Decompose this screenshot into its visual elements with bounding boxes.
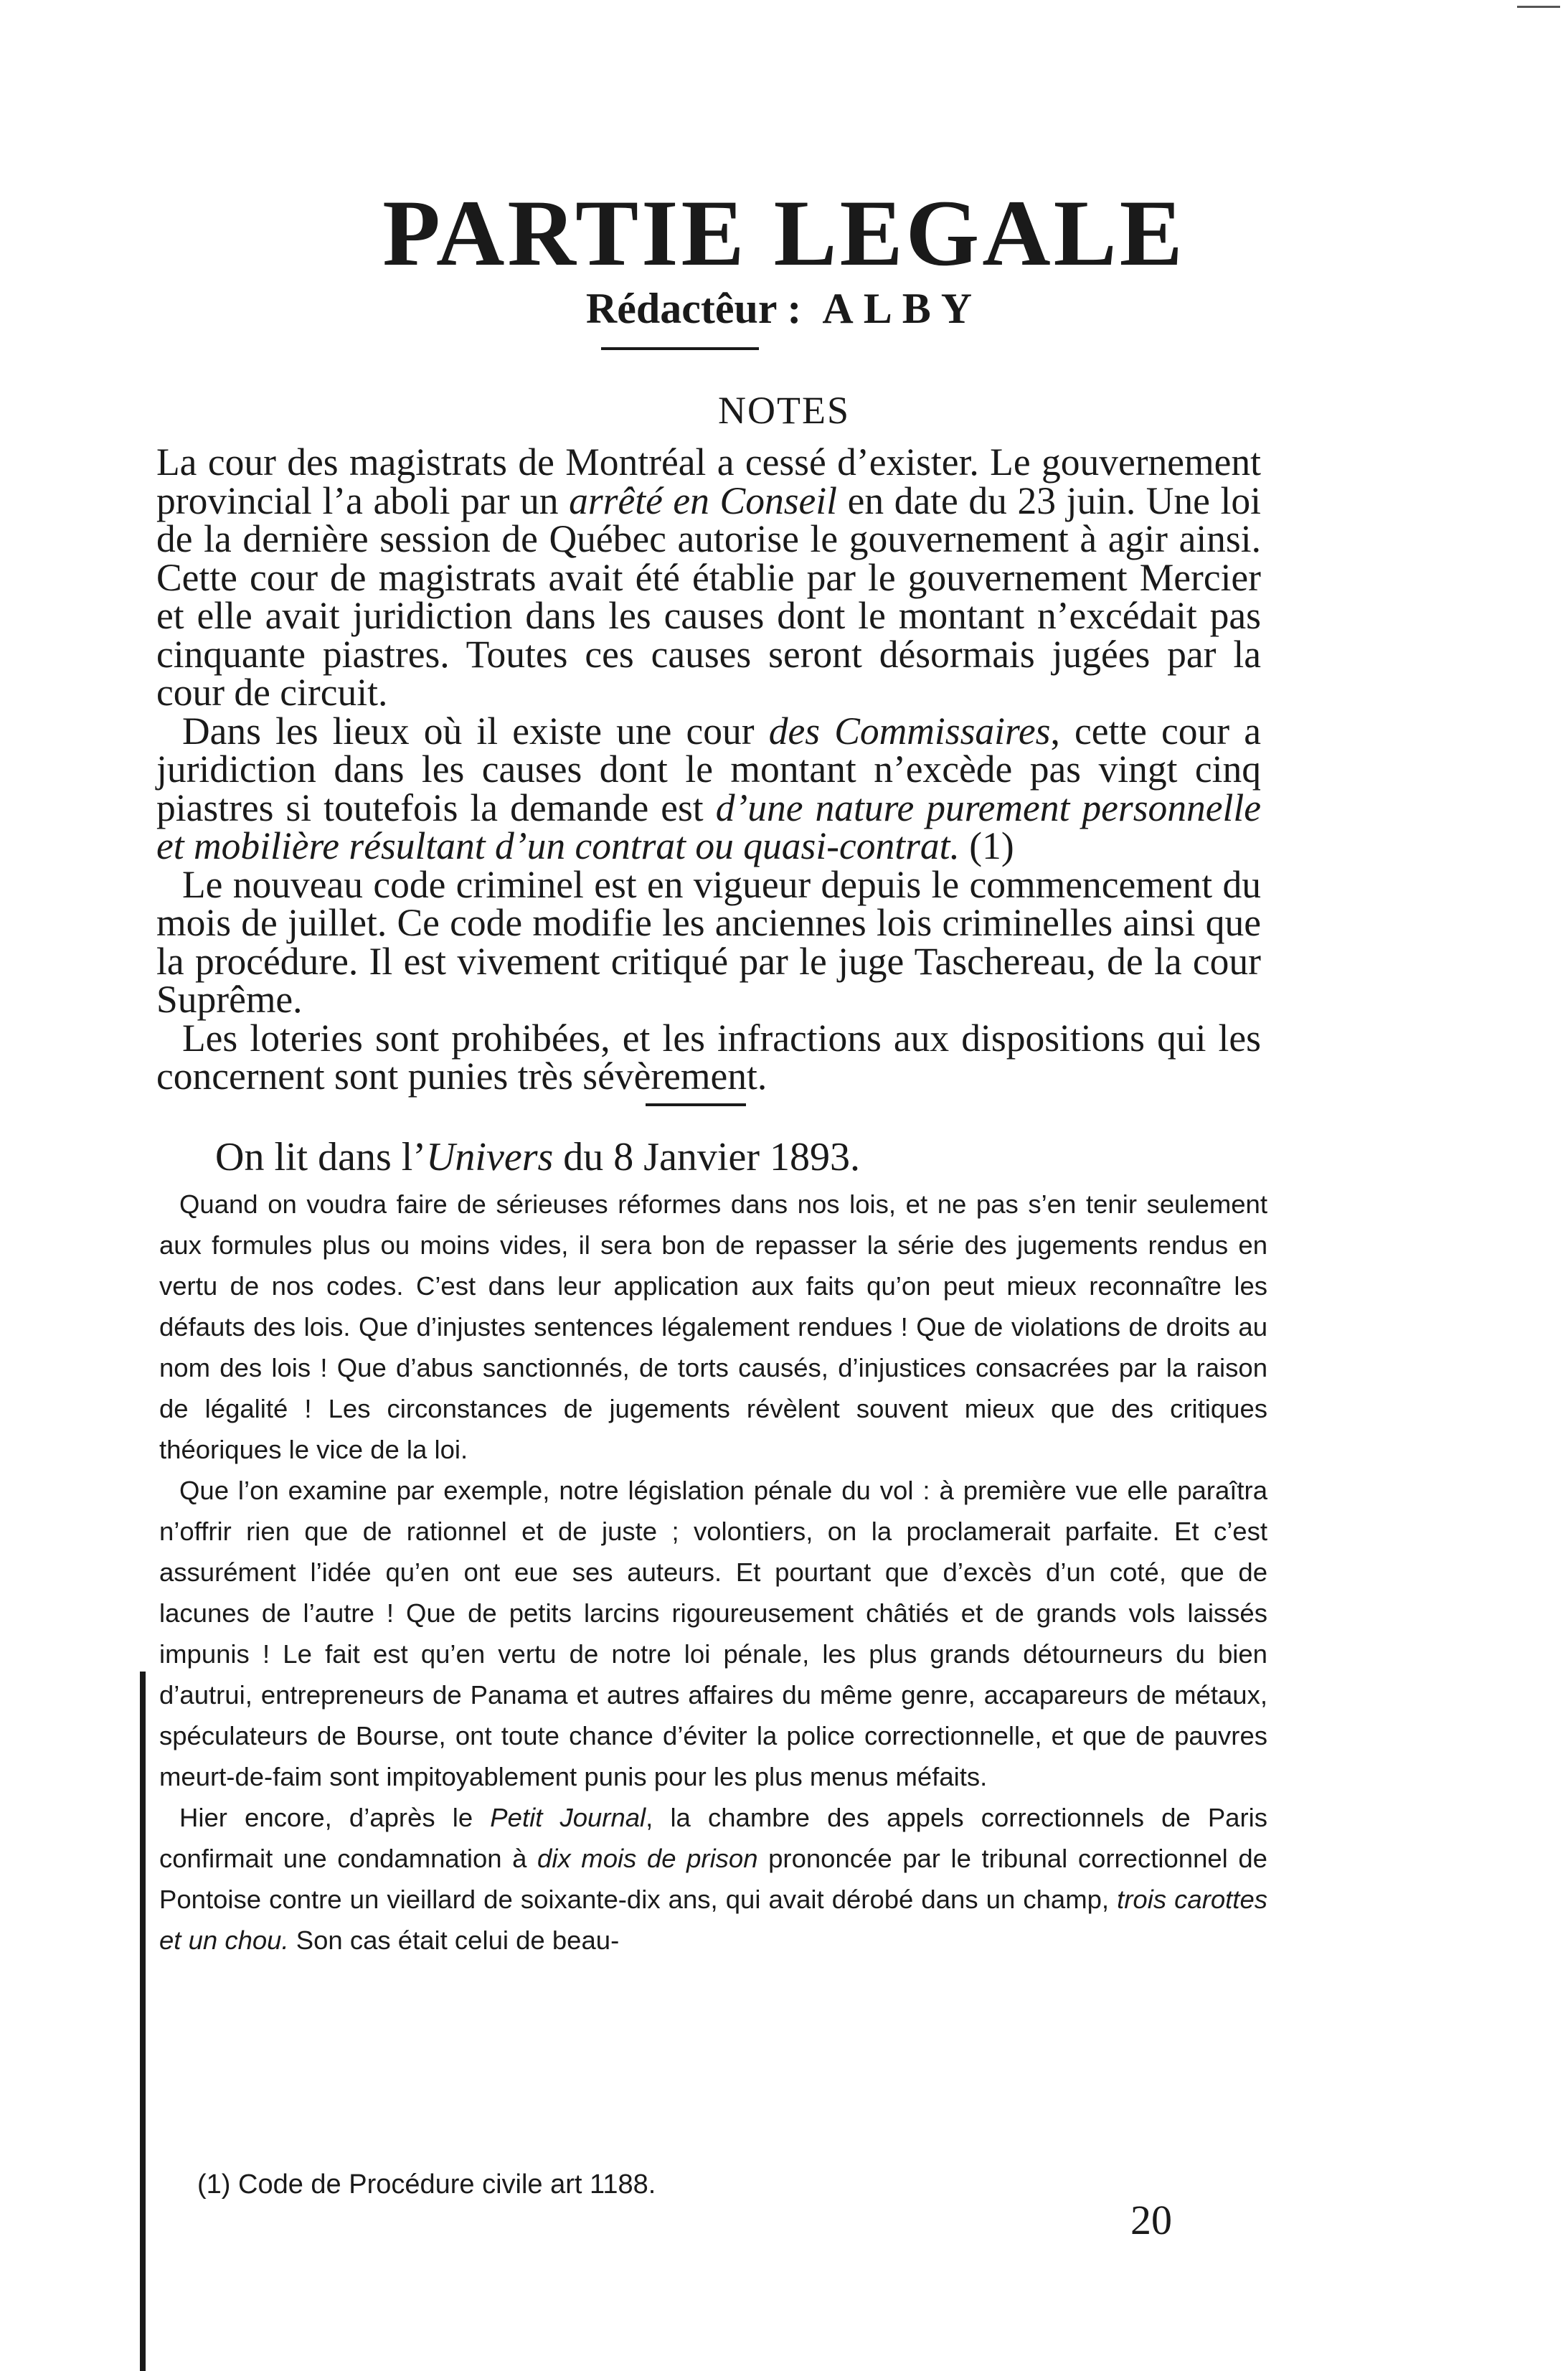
text-run: Son cas était celui de beau-	[288, 1925, 620, 1955]
scan-edge-shadow	[140, 1672, 146, 2371]
italic-run: trois carottes et un chou.	[159, 1885, 1267, 1955]
editor-label: Rédactêur :	[585, 285, 802, 332]
text-run: Dans les lieux où il existe une cour	[182, 709, 769, 753]
notes-paragraph: Le nouveau code criminel est en vigueur depuis le commencement du mois de juillet. Ce code modifie les anciennes lois criminelles ainsi que la procédure. Il est vivement critiqué par le juge Taschereau, de la cour Suprême.	[156, 862, 1261, 1021]
text-run: On lit dans l’	[215, 1135, 426, 1179]
text-run: Hier encore, d’après le	[179, 1803, 491, 1832]
italic-run: arrêté en Conseil	[569, 479, 838, 522]
text-run: prononcée par le tribunal correctionnel de Pontoise contre un vieillard de soixante-dix ans, qui avait dérobé dans un champ,	[159, 1844, 1267, 1914]
notes-heading: NOTES	[718, 389, 850, 432]
page-number: 20	[1130, 2197, 1172, 2243]
notes-paragraph	[156, 440, 1261, 714]
footnote-ref: (1)	[959, 824, 1014, 867]
notes-paragraph	[156, 709, 1262, 867]
article-body	[159, 1184, 1267, 1961]
editor-name: ALBY	[822, 285, 983, 332]
text-run: en date du 23 juin. Une loi de la dernière session de Québec autorise le gouvernement à agir ainsi. Cette cour de magistrats avait été établie par le gouvernement Mercier et elle avait juridiction dans les causes dont le montant n’excédait pas cinquante piastres. Toutes ces causes seront désormais jugées par la cour de circuit.	[156, 479, 1261, 714]
page-title: PARTIE LEGALE	[382, 180, 1186, 286]
notes-paragraph: Les loteries sont prohibées, et les infractions aux dispositions qui les concernent sont punies très sévèrement.	[156, 1016, 1261, 1098]
italic-run: des Commissaires	[768, 709, 1051, 753]
title-divider	[601, 347, 759, 350]
section-divider	[646, 1103, 746, 1106]
italic-run: Univers	[425, 1135, 554, 1179]
text-run: , la chambre des appels correctionnels de Paris confirmait une condamnation à	[159, 1803, 1267, 1873]
editor-line	[0, 283, 1568, 334]
scan-corner-mark	[1517, 6, 1560, 8]
text-run: La cour des magistrats de Montréal a cessé d’exister. Le gouvernement provincial l’a aboli par un	[156, 440, 1261, 522]
article-paragraph: Que l’on examine par exemple, notre législation pénale du vol : à première vue elle paraîtra n’offrir rien que de rationnel et de juste ; volontiers, on la proclamerait parfaite. Et c’est assurément l’idée qu’en ont eue ses auteurs. Et pourtant que d’excès d’un coté, que de lacunes de l’autre ! Que de petits larcins rigoureusement châtiés et de grands vols laissés impunis ! Le fait est qu’en vertu de notre loi pénale, les plus grands détourneurs du bien d’autrui, entrepreneurs de Panama et autres affaires du même genre, accapareurs de métaux, spéculateurs de Bourse, ont toute chance d’éviter la police correctionnelle, et que de pauvres meurt-de-faim sont impitoyablement punis pour les plus menus méfaits.	[159, 1476, 1267, 1791]
text-run: du 8 Janvier 1893.	[553, 1135, 860, 1179]
italic-run: d’une nature purement personnelle et mobilière résultant d’un contrat ou quasi-contrat.	[156, 786, 1261, 867]
text-run: , cette cour a juridiction dans les causes dont le montant n’excède pas vingt cinq piastres si toutefois la demande est	[156, 709, 1262, 829]
univers-intro	[215, 1133, 1291, 1181]
article-paragraph	[159, 1797, 1267, 1961]
footnote: (1) Code de Procédure civile art 1188.	[197, 2169, 656, 2200]
italic-run: dix mois de prison	[537, 1844, 758, 1873]
notes-section	[156, 440, 1262, 1098]
italic-run: Petit Journal	[490, 1803, 646, 1832]
article-paragraph: Quand on voudra faire de sérieuses réformes dans nos lois, et ne pas s’en tenir seulement aux formules plus ou moins vides, il sera bon de repasser la série des jugements rendus en vertu de nos codes. C’est dans leur application aux faits qu’on peut mieux reconnaître les défauts des lois. Que d’injustes sentences légalement rendues ! Que de violations de droits au nom des lois ! Que d’abus sanctionnés, de torts causés, d’injustices consacrées par la raison de légalité ! Les circonstances de jugements révèlent souvent mieux que des critiques théoriques le vice de la loi.	[159, 1189, 1267, 1464]
